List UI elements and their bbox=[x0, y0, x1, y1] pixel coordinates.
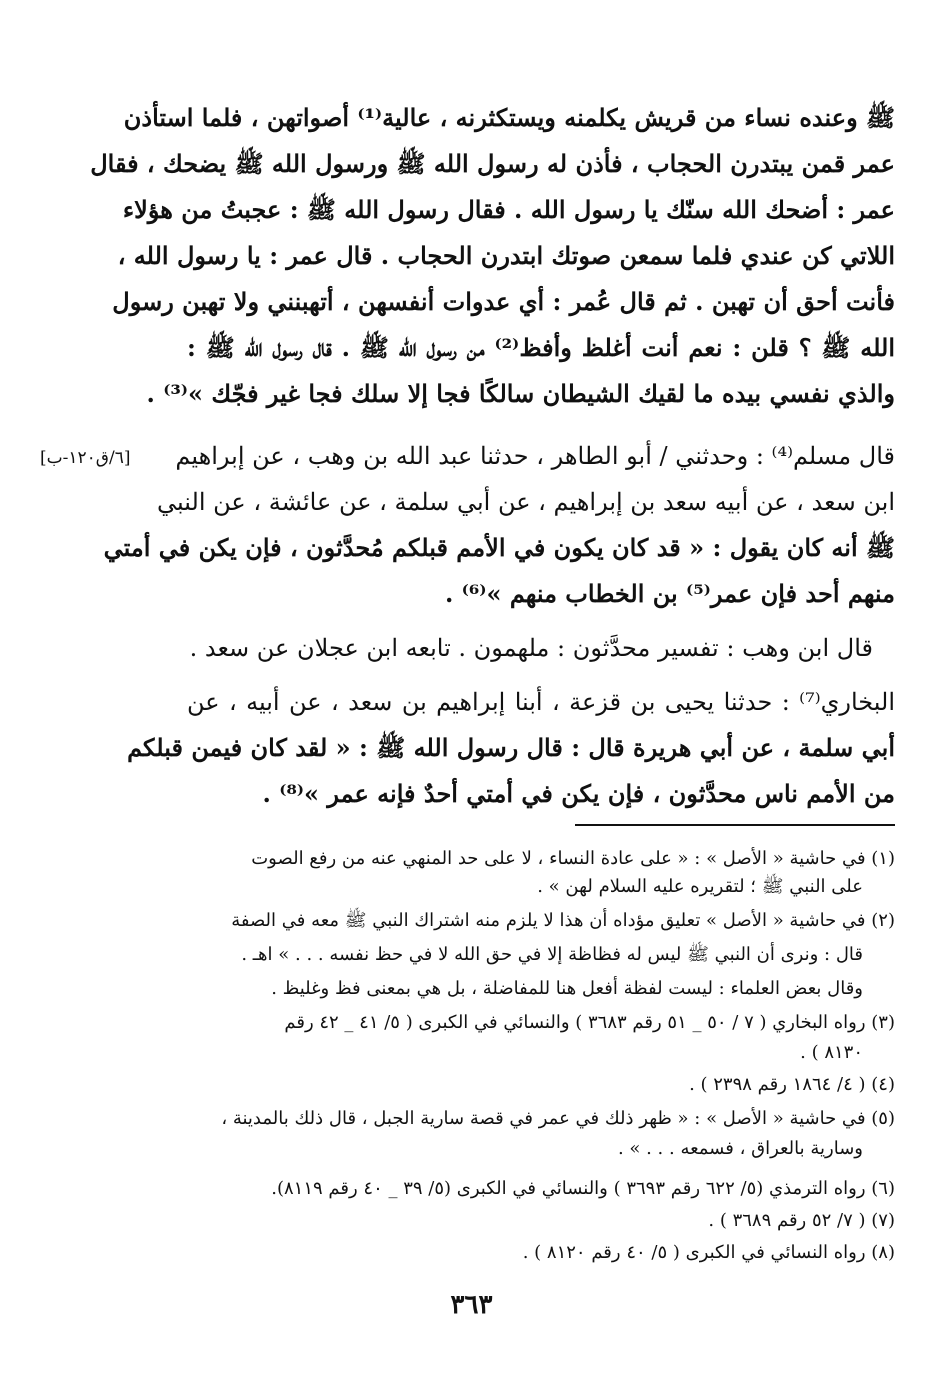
footnote-line: (٣) رواه البخاري ( ٧ / ٥٠ _ ٥١ رقم ٣٦٨٣ ) والنسائي في الكبرى ( ٥/ ٤١ _ ٤٢ رقم bbox=[284, 1012, 895, 1033]
footnote-line: (٢) في حاشية « الأصل » تعليق مؤداه أن هذا لا يلزم منه اشتراك النبي ﷺ معه في الصفة bbox=[231, 910, 895, 931]
footnote-line: (٥) في حاشية « الأصل » : « ظهر ذلك في عمر في قصة سارية الجبل ، قال ذلك بالمدينة ، bbox=[221, 1108, 895, 1129]
bukhari-line: من الأمم ناس محدَّثون ، فإن يكن في أمتي أحدٌ فإنه عمر »⁽⁸⁾ . bbox=[262, 779, 895, 808]
footnote-line: على النبي ﷺ ؛ لتقريره عليه السلام لهن » . bbox=[537, 876, 863, 897]
muslim-line: منهم أحد فإن عمر⁽⁵⁾ بن الخطاب منهم »⁽⁶⁾ . bbox=[444, 579, 895, 608]
page-number: ٣٦٣ bbox=[450, 1290, 493, 1320]
footnote-line: قال : ونرى أن النبي ﷺ ليس له فظاظة إلا في حق الله لا في حظ نفسه . . . » اهـ . bbox=[241, 944, 863, 965]
footnote-line: (٦) رواه الترمذي (٥/ ٦٢٢ رقم ٣٦٩٣ ) والنسائي في الكبرى (٥/ ٣٩ _ ٤٠ رقم ٨١١٩). bbox=[271, 1178, 895, 1199]
manuscript-folio-reference: [٦/ق١٢٠-ب] bbox=[40, 448, 131, 468]
muslim-line: ابن سعد ، عن أبيه سعد بن إبراهيم ، عن أبي سلمة ، عن عائشة ، عن النبي bbox=[157, 488, 895, 516]
footnote-line: وقال بعض العلماء : ليست لفظة أفعل هنا للمفاضلة ، بل هي بمعنى فظ وغليظ . bbox=[271, 978, 863, 999]
body-line: ﷺ وعنده نساء من قريش يكلمنه ويستكثرنه ، عالية⁽¹⁾ أصواتهن ، فلما استأذن bbox=[123, 103, 895, 132]
body-line: عمر : أضحك الله سنّك يا رسول الله . فقال رسول الله ﷺ : عجبتُ من هؤلاء bbox=[122, 195, 895, 224]
muslim-line: قال مسلم⁽⁴⁾ : وحدثني / أبو الطاهر ، حدثنا عبد الله بن وهب ، عن إبراهيم bbox=[175, 442, 895, 470]
body-line: والذي نفسي بيده ما لقيك الشيطان سالكًا فجا إلا سلك فجا غير فجّك »⁽³⁾ . bbox=[146, 379, 895, 408]
footnote-line: ٨١٣٠ ) . bbox=[800, 1042, 863, 1063]
footnote-line: (١) في حاشية « الأصل » : « على عادة النساء ، لا على حد المنهي عنه من رفع الصوت bbox=[251, 848, 895, 869]
footnote-line: (٤) ( ٤/ ١٨٦٤ رقم ٢٣٩٨ ) . bbox=[689, 1074, 895, 1095]
body-line: عمر قمن يبتدرن الحجاب ، فأذن له رسول الله ﷺ ورسول الله ﷺ يضحك ، فقال bbox=[90, 149, 895, 178]
body-line: اللاتي كن عندي فلما سمعن صوتك ابتدرن الحجاب . قال عمر : يا رسول الله ، bbox=[117, 241, 895, 270]
footnote-divider bbox=[575, 824, 895, 826]
footnote-line: (٨) رواه النسائي في الكبرى ( ٥/ ٤٠ رقم ٨١٢٠ ) . bbox=[522, 1242, 895, 1263]
footnote-line: وسارية بالعراق ، فسمعه . . . » . bbox=[617, 1138, 863, 1159]
muslim-line: ﷺ أنه كان يقول : « قد كان يكون في الأمم قبلكم مُحدَّثون ، فإن يكن في أمتي bbox=[103, 533, 895, 562]
body-line: الله ﷺ ؟ قلن : نعم أنت أغلظ وأفظ⁽²⁾ من رسول الله ﷺ . قال رسول الله ﷺ : bbox=[187, 333, 896, 362]
body-line: فأنت أحق أن تهبن . ثم قال عُمر : أي عدوات أنفسهن ، أتهبنني ولا تهبن رسول bbox=[112, 287, 895, 316]
ibn-wahb-note: قال ابن وهب : تفسير محدَّثون : ملهمون . تابعه ابن عجلان عن سعد . bbox=[189, 634, 873, 662]
bukhari-line: البخاري⁽⁷⁾ : حدثنا يحيى بن قزعة ، أبنا إبراهيم بن سعد ، عن أبيه ، عن bbox=[187, 688, 895, 716]
bukhari-line: أبي سلمة ، عن أبي هريرة قال : قال رسول الله ﷺ : « لقد كان فيمن قبلكم bbox=[127, 733, 895, 762]
footnote-line: (٧) ( ٧/ ٥٢ رقم ٣٦٨٩ ) . bbox=[708, 1210, 895, 1231]
